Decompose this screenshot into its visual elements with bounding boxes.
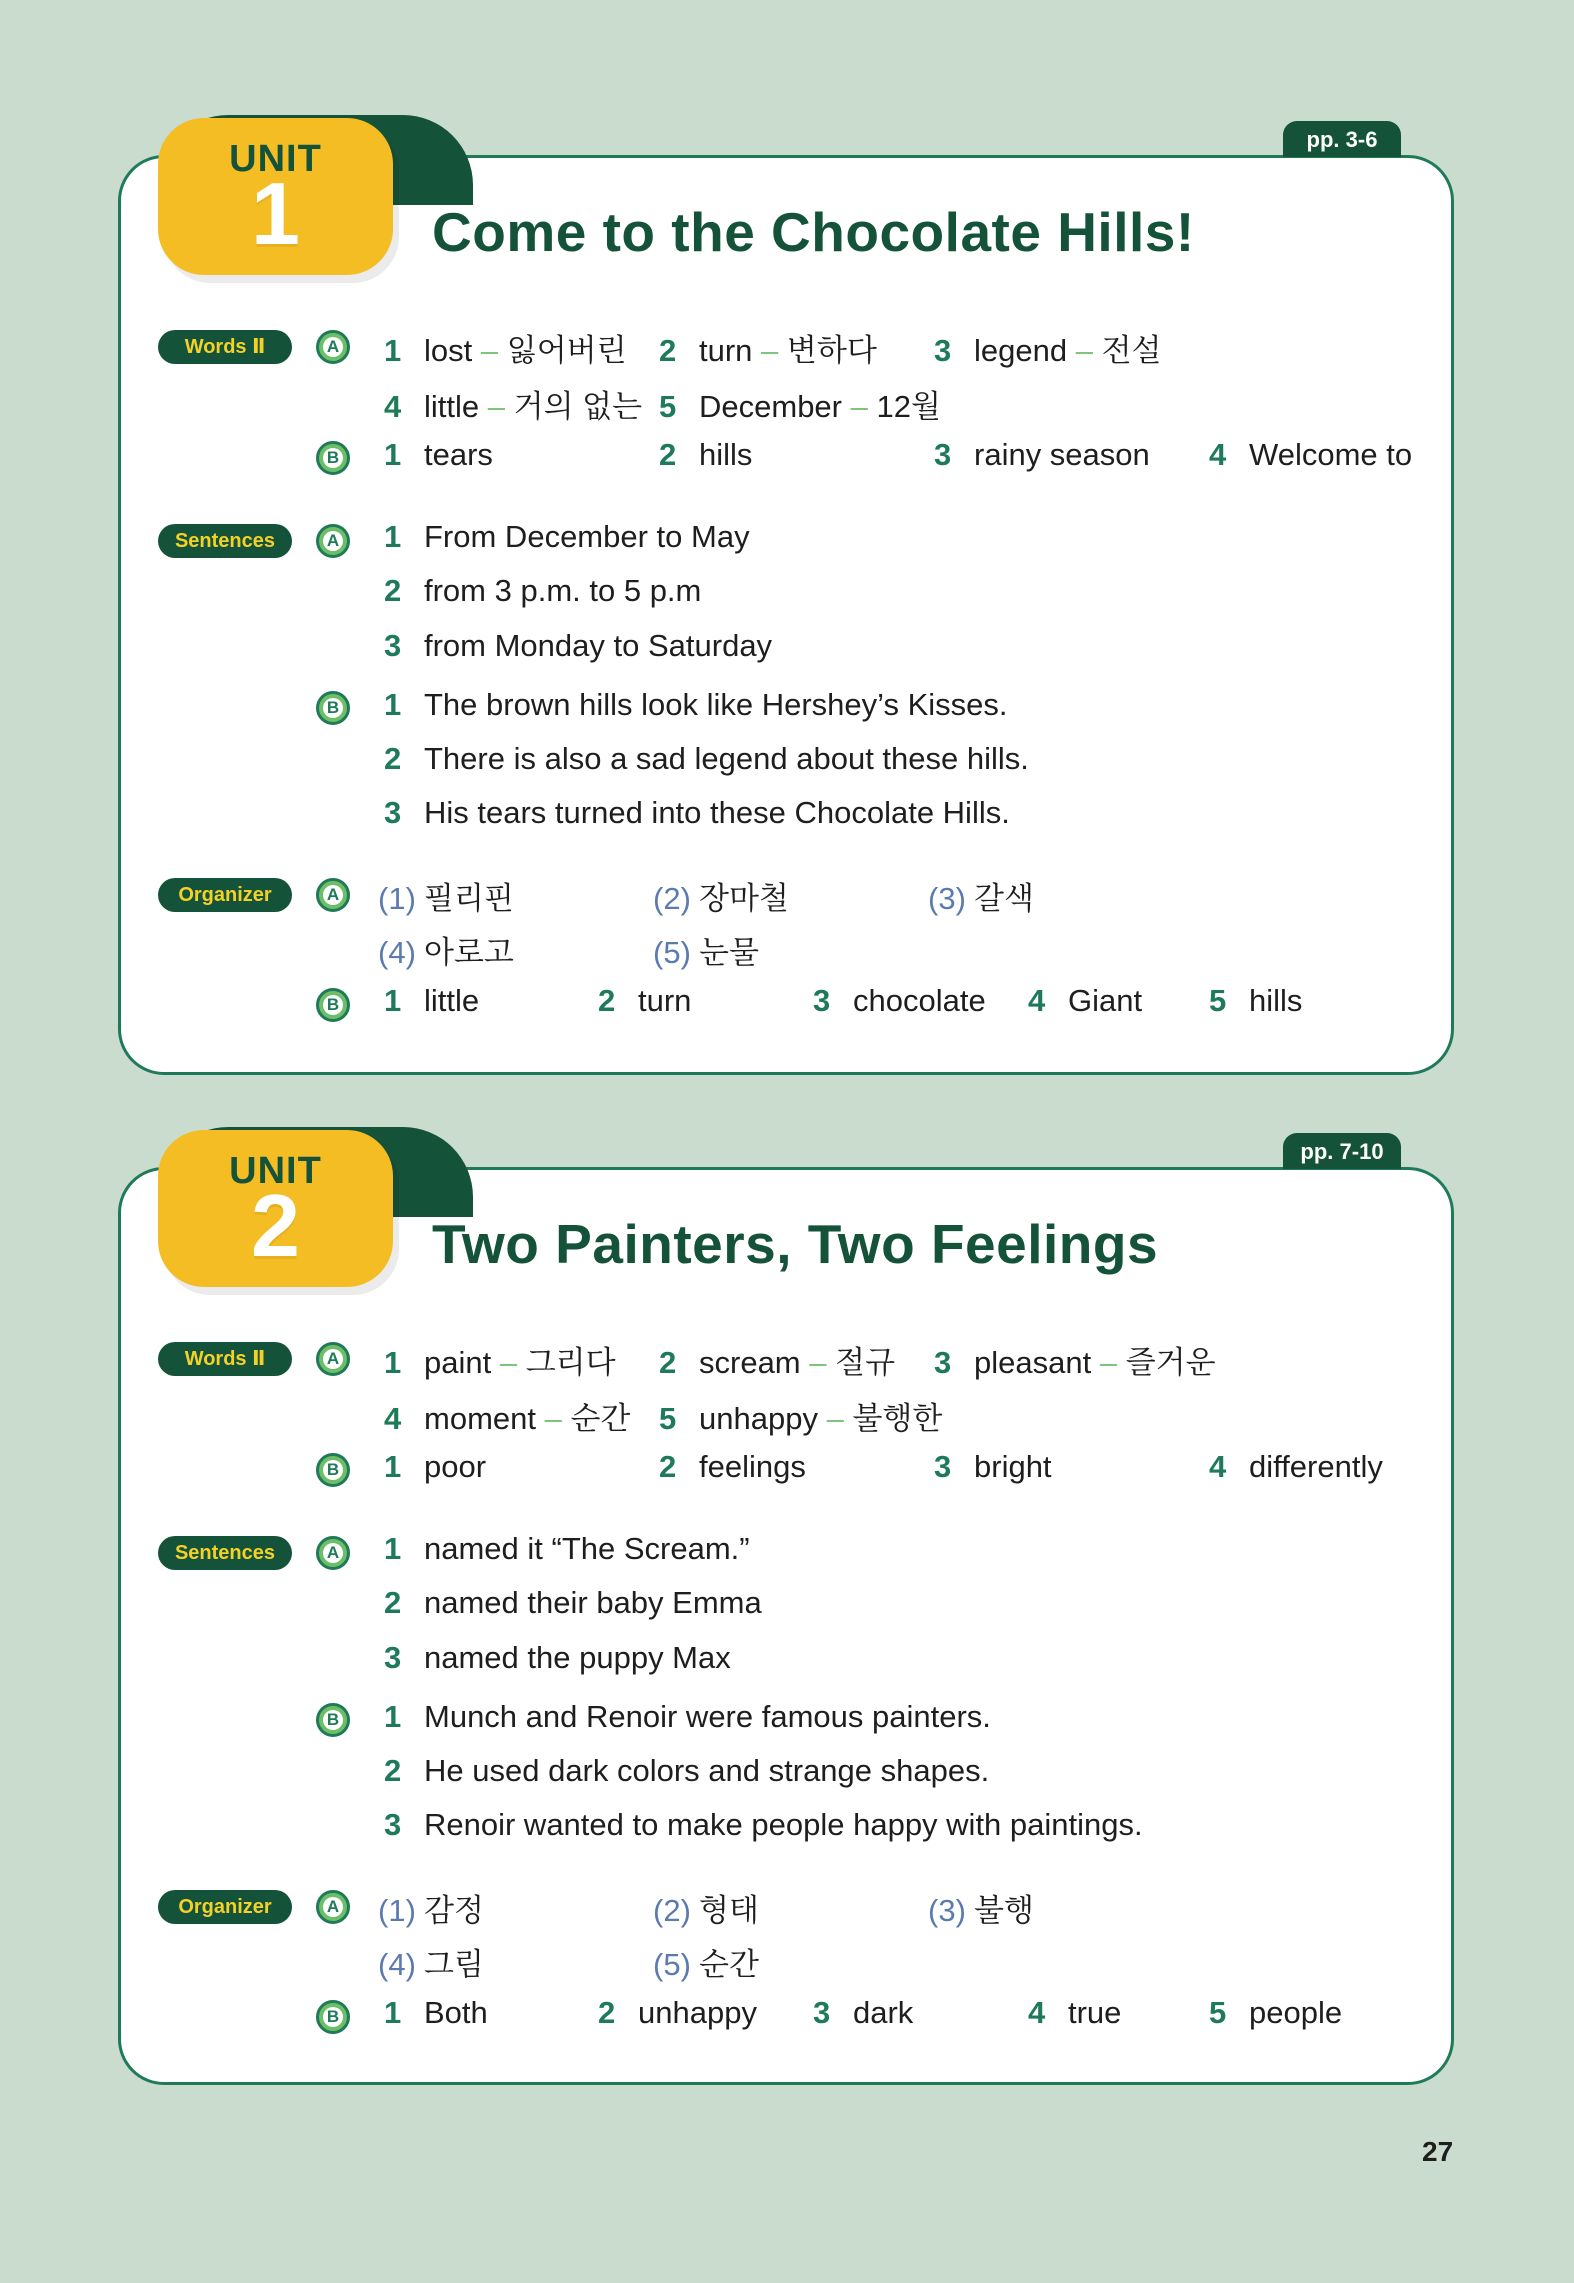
organizer-label: Organizer	[158, 1890, 292, 1924]
unit-card	[118, 1167, 1454, 2085]
organizer-answer: 5 people	[1209, 1995, 1343, 2030]
word-item: 1 paint – 그리다	[384, 1345, 616, 1380]
unit-2-block	[0, 1012, 1574, 2030]
sentence-answer: 3 Renoir wanted to make people happy with paintings.	[384, 1807, 1143, 1842]
organizer-answer: (5) 순간	[653, 1947, 759, 1982]
sub-label-a: A	[316, 1342, 350, 1376]
sentence-answer: 1 The brown hills look like Hershey’s Kisses.	[384, 687, 1008, 722]
unit-1-block	[0, 0, 1574, 1018]
word-item: 5 December – 12월	[659, 389, 941, 424]
sentence-answer: 3 from Monday to Saturday	[384, 628, 773, 663]
page-range: pp. 7-10	[1283, 1133, 1401, 1169]
unit-card	[118, 155, 1454, 1075]
organizer-answer: (3) 갈색	[928, 881, 1034, 916]
sentence-answer: 3 His tears turned into these Chocolate Hills.	[384, 795, 1010, 830]
organizer-answer: (4) 아로고	[378, 935, 514, 970]
sentence-answer: 1 named it “The Scream.”	[384, 1531, 750, 1566]
organizer-answer: 4 Giant	[1028, 983, 1143, 1018]
word-item: 1 lost – 잃어버린	[384, 333, 627, 368]
organizer-answer: (2) 장마철	[653, 881, 789, 916]
organizer-label: Organizer	[158, 878, 292, 912]
sentence-answer: 2 There is also a sad legend about these hills.	[384, 741, 1029, 776]
sub-label-a: A	[316, 1536, 350, 1570]
sentence-answer: 3 named the puppy Max	[384, 1640, 731, 1675]
word-answer: 3 bright	[934, 1449, 1052, 1484]
word-answer: 4 differently	[1209, 1449, 1383, 1484]
sub-label-b: B	[316, 691, 350, 725]
organizer-answer: 1 Both	[384, 1995, 488, 2030]
organizer-answer: 1 little	[384, 983, 480, 1018]
sub-label-a: A	[316, 878, 350, 912]
sub-label-b: B	[316, 1703, 350, 1737]
word-answer: 4 Welcome to	[1209, 437, 1413, 472]
organizer-answer: 4 true	[1028, 1995, 1122, 2030]
organizer-answer: (4) 그림	[378, 1947, 484, 1982]
unit-badge	[158, 1130, 393, 1287]
unit-number: 2	[251, 1176, 300, 1275]
organizer-answer: 5 hills	[1209, 983, 1303, 1018]
word-answer: 2 feelings	[659, 1449, 806, 1484]
sentences-label: Sentences	[158, 524, 292, 558]
organizer-answer: 3 chocolate	[813, 983, 986, 1018]
sentences-label: Sentences	[158, 1536, 292, 1570]
organizer-answer: (5) 눈물	[653, 935, 759, 970]
organizer-answer: 3 dark	[813, 1995, 914, 2030]
unit-title: Two Painters, Two Feelings	[432, 1213, 1159, 1275]
word-item: 4 moment – 순간	[384, 1401, 631, 1436]
sub-label-b: B	[316, 441, 350, 475]
unit-title: Come to the Chocolate Hills!	[432, 201, 1195, 263]
words-label: Words Ⅱ	[158, 1342, 292, 1376]
organizer-answer: (2) 형태	[653, 1893, 759, 1928]
sentence-answer: 1 Munch and Renoir were famous painters.	[384, 1699, 991, 1734]
sentence-answer: 2 named their baby Emma	[384, 1585, 762, 1620]
word-item: 4 little – 거의 없는	[384, 389, 643, 424]
unit-number: 1	[251, 164, 300, 263]
word-item: 5 unhappy – 불행한	[659, 1401, 943, 1436]
word-item: 3 pleasant – 즐거운	[934, 1345, 1216, 1380]
word-item: 2 scream – 절규	[659, 1345, 896, 1380]
sentence-answer: 1 From December to May	[384, 519, 750, 554]
word-answer: 1 tears	[384, 437, 493, 472]
sub-label-a: A	[316, 1890, 350, 1924]
unit-badge	[158, 118, 393, 275]
unit-label: UNIT	[229, 138, 322, 180]
sub-label-b: B	[316, 988, 350, 1022]
organizer-answer: (3) 불행	[928, 1893, 1034, 1928]
organizer-answer: 2 turn	[598, 983, 692, 1018]
word-answer: 2 hills	[659, 437, 753, 472]
word-answer: 1 poor	[384, 1449, 487, 1484]
organizer-answer: (1) 필리핀	[378, 881, 514, 916]
organizer-answer: (1) 감정	[378, 1893, 484, 1928]
unit-label: UNIT	[229, 1150, 322, 1192]
page-range: pp. 3-6	[1283, 121, 1401, 157]
page-number: 27	[1422, 2136, 1454, 2167]
word-answer: 3 rainy season	[934, 437, 1150, 472]
sentence-answer: 2 from 3 p.m. to 5 p.m	[384, 573, 702, 608]
sub-label-a: A	[316, 524, 350, 558]
word-item: 2 turn – 변하다	[659, 333, 877, 368]
words-label: Words Ⅱ	[158, 330, 292, 364]
sub-label-b: B	[316, 1453, 350, 1487]
organizer-answer: 2 unhappy	[598, 1995, 757, 2030]
sentence-answer: 2 He used dark colors and strange shapes.	[384, 1753, 990, 1788]
sub-label-b: B	[316, 2000, 350, 2034]
sub-label-a: A	[316, 330, 350, 364]
word-item: 3 legend – 전설	[934, 333, 1162, 368]
